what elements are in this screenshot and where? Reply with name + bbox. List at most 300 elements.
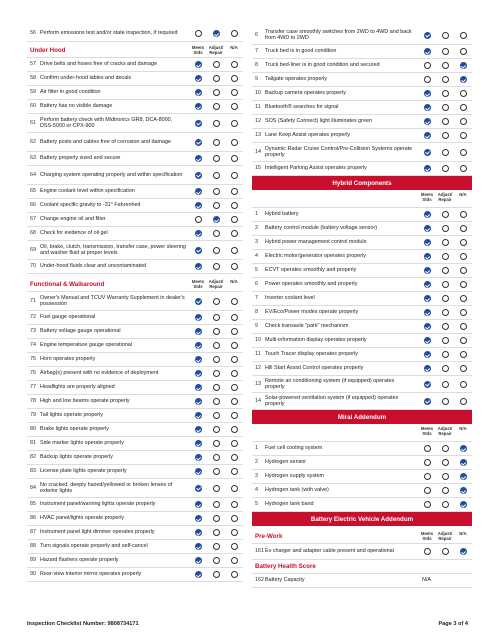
meets-radio[interactable] — [195, 515, 202, 522]
na-radio[interactable] — [460, 473, 467, 480]
adjust-radio[interactable] — [442, 32, 449, 39]
adjust-radio[interactable] — [442, 323, 449, 330]
item-description: Engine coolant level within specification — [40, 188, 135, 195]
meets-radio[interactable] — [195, 384, 202, 391]
item-description: Change engine oil and filter — [40, 216, 106, 223]
meets-radio[interactable] — [195, 412, 202, 419]
status-cells — [418, 211, 472, 218]
meets-radio[interactable] — [424, 267, 431, 274]
adjust-radio[interactable] — [442, 295, 449, 302]
na-radio[interactable] — [460, 62, 467, 69]
item-description: Headlights are properly aligned — [40, 384, 115, 391]
meets-radio[interactable] — [424, 165, 431, 172]
item-description: Electric motor/generator operates properly — [265, 253, 366, 260]
na-radio[interactable] — [231, 61, 238, 68]
na-radio[interactable] — [231, 571, 238, 578]
adjust-radio[interactable] — [213, 328, 220, 335]
meets-radio[interactable] — [424, 281, 431, 288]
meets-radio[interactable] — [195, 247, 202, 254]
na-radio[interactable] — [231, 230, 238, 237]
meets-radio[interactable] — [195, 298, 202, 305]
na-radio[interactable] — [231, 412, 238, 419]
na-radio[interactable] — [460, 90, 467, 97]
meets-radio[interactable] — [424, 337, 431, 344]
status-cells — [189, 412, 243, 419]
na-radio[interactable] — [231, 314, 238, 321]
meets-radio[interactable] — [424, 32, 431, 39]
item-number: 62 — [30, 138, 36, 145]
meets-radio[interactable] — [424, 104, 431, 111]
meets-radio[interactable] — [195, 370, 202, 377]
adjust-radio[interactable] — [213, 61, 220, 68]
adjust-radio[interactable] — [213, 103, 220, 110]
section-header-functional — [27, 274, 243, 292]
status-cells — [189, 529, 243, 536]
status-cells — [189, 342, 243, 349]
checklist-row — [27, 26, 243, 42]
status-cells — [418, 398, 472, 405]
na-radio[interactable] — [231, 172, 238, 179]
item-number: 88 — [30, 543, 36, 550]
adjust-radio[interactable] — [213, 485, 220, 492]
na-radio[interactable] — [460, 149, 467, 156]
adjust-radio[interactable] — [442, 149, 449, 156]
adjust-column-header: Adjust/ Repair — [437, 426, 453, 436]
item-description: Truck bed-liner is in good condition and secured — [265, 62, 380, 69]
adjust-radio[interactable] — [442, 281, 449, 288]
item-number: 11 — [255, 104, 261, 111]
item-number: 8 — [255, 309, 258, 316]
na-radio[interactable] — [231, 89, 238, 96]
na-radio[interactable] — [460, 487, 467, 494]
adjust-radio[interactable] — [213, 501, 220, 508]
adjust-radio[interactable] — [213, 370, 220, 377]
na-radio[interactable] — [231, 103, 238, 110]
na-radio[interactable] — [460, 104, 467, 111]
na-radio[interactable] — [231, 515, 238, 522]
meets-radio[interactable] — [195, 468, 202, 475]
adjust-radio[interactable] — [442, 48, 449, 55]
na-radio[interactable] — [460, 267, 467, 274]
item-number: 2 — [255, 225, 258, 232]
item-description: Solar-powered ventilation system (if equipped) operates properly — [265, 394, 399, 407]
na-radio[interactable] — [231, 202, 238, 209]
section-banner-hybrid — [252, 176, 472, 190]
meets-radio[interactable] — [195, 30, 202, 37]
status-cells — [189, 139, 243, 146]
adjust-radio[interactable] — [213, 120, 220, 127]
checklist-row — [27, 325, 243, 339]
adjust-radio[interactable] — [442, 118, 449, 125]
item-description: Oil, brake, clutch, transmission, transfer case, power steering and washer fluid at proper levels — [40, 243, 186, 256]
item-description: Hill Start Assist Control operates properly — [265, 365, 364, 372]
item-description: ECVT operates smoothly and properly — [265, 267, 357, 274]
adjust-radio[interactable] — [442, 253, 449, 260]
item-description: Battery voltage gauge operational — [40, 328, 121, 335]
na-radio[interactable] — [460, 548, 467, 555]
status-cells — [189, 202, 243, 209]
adjust-radio[interactable] — [213, 571, 220, 578]
meets-radio[interactable] — [424, 351, 431, 358]
na-radio[interactable] — [231, 298, 238, 305]
checklist-row — [252, 87, 472, 101]
item-number: 59 — [30, 89, 36, 96]
item-number: 6 — [255, 281, 258, 288]
meets-radio[interactable] — [195, 61, 202, 68]
item-number: 7 — [255, 48, 258, 55]
item-description: Hazard flashers operate properly — [40, 557, 119, 564]
na-radio[interactable] — [231, 426, 238, 433]
na-radio[interactable] — [231, 454, 238, 461]
adjust-radio[interactable] — [213, 155, 220, 162]
item-number: 3 — [255, 239, 258, 246]
meets-radio[interactable] — [424, 211, 431, 218]
meets-radio[interactable] — [424, 62, 431, 69]
na-radio[interactable] — [460, 32, 467, 39]
checklist-row — [27, 451, 243, 465]
checklist-row — [252, 278, 472, 292]
meets-radio[interactable] — [424, 76, 431, 83]
adjust-radio[interactable] — [213, 468, 220, 475]
na-radio[interactable] — [460, 132, 467, 139]
item-description: HVAC panel/lights operate properly — [40, 515, 125, 522]
meets-radio[interactable] — [424, 501, 431, 508]
meets-radio[interactable] — [424, 295, 431, 302]
item-number: 76 — [30, 370, 36, 377]
meets-radio[interactable] — [424, 473, 431, 480]
na-radio[interactable] — [231, 139, 238, 146]
checklist-row — [252, 45, 472, 59]
adjust-radio[interactable] — [213, 30, 220, 37]
na-radio[interactable] — [231, 188, 238, 195]
adjust-radio[interactable] — [213, 440, 220, 447]
meets-radio[interactable] — [424, 149, 431, 156]
na-radio[interactable] — [460, 281, 467, 288]
checklist-row — [27, 465, 243, 479]
na-radio[interactable] — [460, 323, 467, 330]
checklist-row — [252, 250, 472, 264]
item-description: Side marker lights operate properly — [40, 440, 124, 447]
na-radio[interactable] — [231, 75, 238, 82]
na-radio[interactable] — [231, 247, 238, 254]
meets-radio[interactable] — [195, 263, 202, 270]
meets-radio[interactable] — [195, 426, 202, 433]
na-radio[interactable] — [231, 120, 238, 127]
na-radio[interactable] — [460, 309, 467, 316]
adjust-radio[interactable] — [442, 309, 449, 316]
item-number: 81 — [30, 440, 36, 447]
item-number: 84 — [30, 484, 36, 491]
checklist-row — [27, 185, 243, 199]
checklist-row — [27, 512, 243, 526]
meets-radio[interactable] — [195, 75, 202, 82]
meets-radio[interactable] — [424, 253, 431, 260]
status-cells — [189, 89, 243, 96]
adjust-radio[interactable] — [442, 132, 449, 139]
status-cells — [189, 247, 243, 254]
na-radio[interactable] — [460, 253, 467, 260]
status-cells — [189, 468, 243, 475]
meets-radio[interactable] — [195, 557, 202, 564]
checklist-row — [27, 367, 243, 381]
column-headers — [252, 424, 472, 442]
checklist-row — [252, 129, 472, 143]
item-description: Fuel cell cooling system — [265, 445, 323, 452]
status-cells — [418, 62, 472, 69]
adjust-radio[interactable] — [442, 337, 449, 344]
meets-radio[interactable] — [424, 90, 431, 97]
item-number: 71 — [30, 297, 36, 304]
status-cells — [189, 384, 243, 391]
meets-radio[interactable] — [195, 501, 202, 508]
adjust-radio[interactable] — [442, 445, 449, 452]
na-radio[interactable] — [460, 381, 467, 388]
status-cells — [189, 515, 243, 522]
item-number: 4 — [255, 253, 258, 260]
status-cells — [418, 165, 472, 172]
meets-radio[interactable] — [424, 445, 431, 452]
meets-radio[interactable] — [424, 548, 431, 555]
adjust-radio[interactable] — [213, 515, 220, 522]
item-number: 56 — [30, 30, 36, 37]
meets-radio[interactable] — [424, 381, 431, 388]
adjust-radio[interactable] — [442, 398, 449, 405]
adjust-radio[interactable] — [442, 548, 449, 555]
meets-radio[interactable] — [424, 309, 431, 316]
adjust-radio[interactable] — [213, 454, 220, 461]
meets-radio[interactable] — [195, 342, 202, 349]
status-cells — [189, 298, 243, 305]
na-radio[interactable] — [231, 529, 238, 536]
item-number: 7 — [255, 295, 258, 302]
na-radio[interactable] — [231, 216, 238, 223]
meets-radio[interactable] — [424, 365, 431, 372]
na-radio[interactable] — [231, 263, 238, 270]
meets-radio[interactable] — [195, 155, 202, 162]
item-number: 14 — [255, 397, 261, 404]
adjust-radio[interactable] — [213, 75, 220, 82]
na-radio[interactable] — [231, 557, 238, 564]
adjust-radio[interactable] — [442, 267, 449, 274]
adjust-radio[interactable] — [442, 225, 449, 232]
status-cells — [189, 61, 243, 68]
adjust-radio[interactable] — [213, 529, 220, 536]
status-cells — [189, 557, 243, 564]
na-radio[interactable] — [231, 468, 238, 475]
item-number: 3 — [255, 473, 258, 480]
adjust-radio[interactable] — [213, 398, 220, 405]
na-radio[interactable] — [231, 342, 238, 349]
na-radio[interactable] — [460, 76, 467, 83]
na-radio[interactable] — [231, 328, 238, 335]
adjust-radio[interactable] — [213, 188, 220, 195]
meets-radio[interactable] — [195, 454, 202, 461]
meets-radio[interactable] — [424, 323, 431, 330]
adjust-radio[interactable] — [213, 139, 220, 146]
meets-radio[interactable] — [195, 314, 202, 321]
status-cells — [418, 32, 472, 39]
na-radio[interactable] — [231, 370, 238, 377]
checklist-row — [252, 306, 472, 320]
na-radio[interactable] — [460, 225, 467, 232]
adjust-radio[interactable] — [442, 104, 449, 111]
adjust-radio[interactable] — [213, 543, 220, 550]
status-cells — [418, 281, 472, 288]
na-radio[interactable] — [231, 501, 238, 508]
under-hood-list — [27, 58, 243, 274]
checklist-row — [27, 241, 243, 260]
meets-column-header: Meets Stds — [191, 279, 205, 289]
meets-column-header: Meets Stds — [420, 192, 434, 202]
checklist-row — [27, 227, 243, 241]
na-radio[interactable] — [460, 445, 467, 452]
na-radio[interactable] — [460, 118, 467, 125]
item-number: 13 — [255, 132, 261, 139]
adjust-radio[interactable] — [442, 473, 449, 480]
adjust-radio[interactable] — [213, 230, 220, 237]
na-radio[interactable] — [460, 165, 467, 172]
item-description: Hydrogen tank (with valve) — [265, 487, 329, 494]
na-radio[interactable] — [460, 295, 467, 302]
meets-radio[interactable] — [424, 225, 431, 232]
adjust-radio[interactable] — [442, 351, 449, 358]
meets-radio[interactable] — [195, 202, 202, 209]
adjust-radio[interactable] — [442, 487, 449, 494]
meets-radio[interactable] — [195, 89, 202, 96]
na-radio[interactable] — [231, 155, 238, 162]
item-description: Engine temperature gauge operational — [40, 342, 133, 349]
adjust-radio[interactable] — [442, 76, 449, 83]
adjust-radio[interactable] — [213, 202, 220, 209]
checklist-row — [252, 292, 472, 306]
meets-radio[interactable] — [424, 459, 431, 466]
adjust-radio[interactable] — [442, 365, 449, 372]
meets-radio[interactable] — [424, 398, 431, 405]
status-cells — [418, 351, 472, 358]
item-description: Fuel gauge operational — [40, 314, 96, 321]
meets-radio[interactable] — [424, 132, 431, 139]
adjust-radio[interactable] — [213, 89, 220, 96]
meets-radio[interactable] — [195, 103, 202, 110]
item-number: 78 — [30, 398, 36, 405]
item-description: Battery Capacity — [265, 577, 305, 584]
adjust-radio[interactable] — [213, 247, 220, 254]
status-cells — [418, 459, 472, 466]
item-description: Touch Tracer display operates properly — [265, 351, 358, 358]
adjust-radio[interactable] — [213, 426, 220, 433]
checklist-row — [27, 292, 243, 311]
meets-radio[interactable] — [195, 356, 202, 363]
meets-radio[interactable] — [195, 571, 202, 578]
item-description: Under-hood fluids clear and uncontaminated — [40, 263, 147, 270]
na-radio[interactable] — [460, 48, 467, 55]
meets-radio[interactable] — [195, 120, 202, 127]
status-cells — [418, 381, 472, 388]
adjust-radio[interactable] — [442, 211, 449, 218]
na-radio[interactable] — [231, 384, 238, 391]
item-description: Backup lights operate properly — [40, 454, 113, 461]
meets-radio[interactable] — [195, 328, 202, 335]
checklist-row — [252, 484, 472, 498]
item-description: Lane Keep Assist operates properly — [265, 132, 351, 139]
meets-radio[interactable] — [195, 543, 202, 550]
adjust-radio[interactable] — [213, 384, 220, 391]
adjust-radio[interactable] — [442, 62, 449, 69]
meets-radio[interactable] — [195, 440, 202, 447]
adjust-radio[interactable] — [442, 165, 449, 172]
adjust-radio[interactable] — [213, 263, 220, 270]
checklist-row — [252, 162, 472, 176]
na-radio[interactable] — [460, 239, 467, 246]
bev-list — [252, 544, 472, 560]
adjust-radio[interactable] — [213, 314, 220, 321]
adjust-radio[interactable] — [442, 381, 449, 388]
adjust-radio[interactable] — [213, 342, 220, 349]
na-radio[interactable] — [231, 543, 238, 550]
na-radio[interactable] — [460, 501, 467, 508]
meets-radio[interactable] — [195, 485, 202, 492]
adjust-radio[interactable] — [442, 501, 449, 508]
meets-radio[interactable] — [195, 216, 202, 223]
checklist-row — [27, 540, 243, 554]
meets-radio[interactable] — [195, 529, 202, 536]
adjust-radio[interactable] — [442, 90, 449, 97]
item-description: Battery control module (battery voltage sensor) — [265, 225, 378, 232]
adjust-radio[interactable] — [213, 412, 220, 419]
adjust-radio[interactable] — [213, 298, 220, 305]
na-radio[interactable] — [231, 356, 238, 363]
item-description: EV/Eco/Power modes operate properly — [265, 309, 359, 316]
na-radio[interactable] — [460, 365, 467, 372]
status-cells — [189, 356, 243, 363]
status-cells — [189, 543, 243, 550]
na-radio[interactable] — [231, 30, 238, 37]
na-radio[interactable] — [231, 398, 238, 405]
meets-radio[interactable] — [424, 487, 431, 494]
checklist-row — [252, 498, 472, 512]
item-number: 65 — [30, 188, 36, 195]
adjust-radio[interactable] — [442, 459, 449, 466]
meets-radio[interactable] — [195, 398, 202, 405]
adjust-radio[interactable] — [442, 239, 449, 246]
na-radio[interactable] — [231, 440, 238, 447]
checklist-row — [27, 133, 243, 152]
meets-radio[interactable] — [424, 118, 431, 125]
adjust-radio[interactable] — [213, 216, 220, 223]
na-radio[interactable] — [460, 459, 467, 466]
meets-radio[interactable] — [195, 188, 202, 195]
na-radio[interactable] — [460, 211, 467, 218]
na-radio[interactable] — [460, 398, 467, 405]
item-number: 80 — [30, 426, 36, 433]
na-radio[interactable] — [460, 351, 467, 358]
na-radio[interactable] — [460, 337, 467, 344]
adjust-radio[interactable] — [213, 172, 220, 179]
item-number: 5 — [255, 501, 258, 508]
checklist-row — [27, 199, 243, 213]
meets-radio[interactable] — [424, 48, 431, 55]
checklist-row — [27, 86, 243, 100]
meets-radio[interactable] — [195, 230, 202, 237]
meets-radio[interactable] — [424, 239, 431, 246]
adjust-radio[interactable] — [213, 356, 220, 363]
item-number: 89 — [30, 557, 36, 564]
na-radio[interactable] — [231, 485, 238, 492]
meets-radio[interactable] — [195, 172, 202, 179]
checklist-row — [27, 381, 243, 395]
meets-radio[interactable] — [195, 139, 202, 146]
adjust-radio[interactable] — [213, 557, 220, 564]
